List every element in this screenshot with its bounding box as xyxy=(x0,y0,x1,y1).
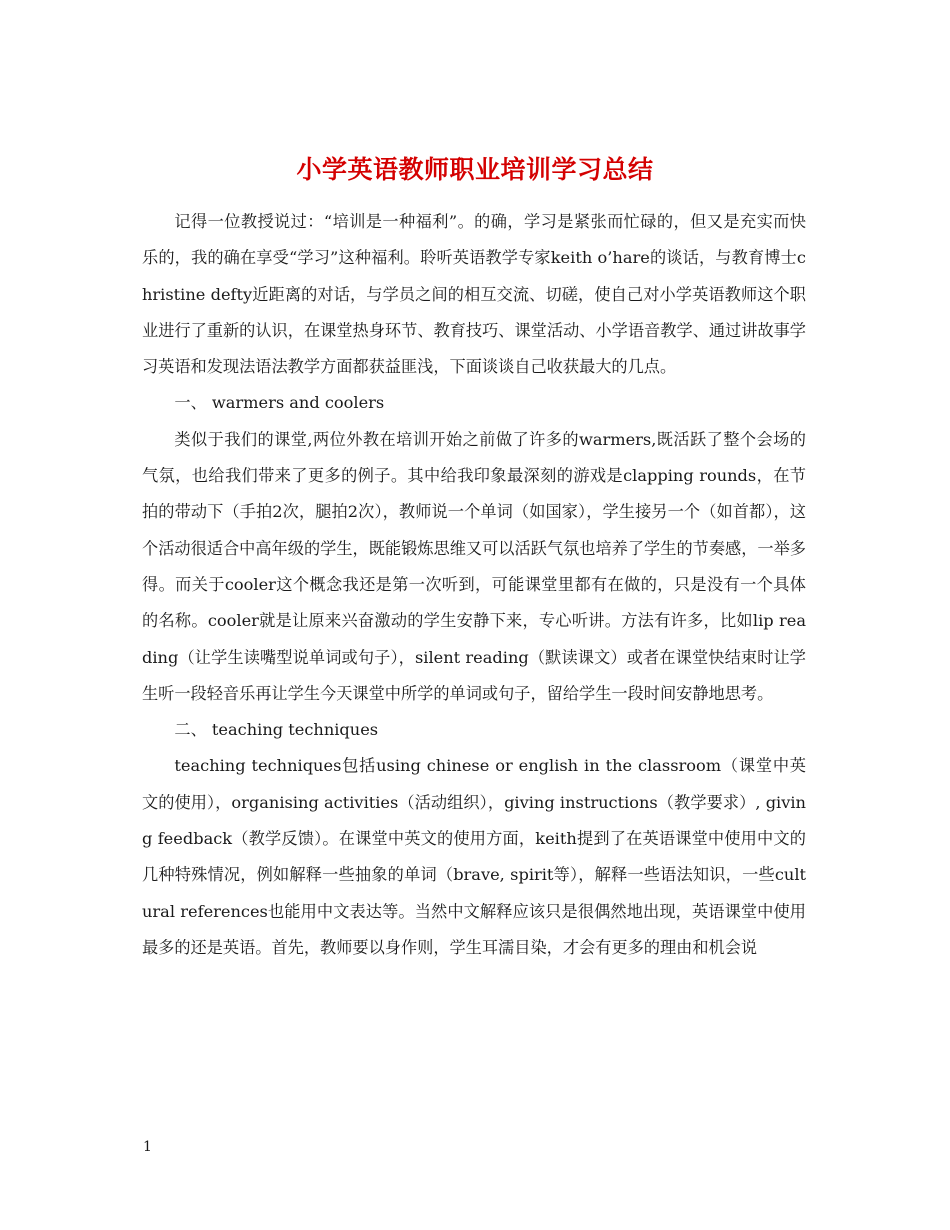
warmers-paragraph: 类似于我们的课堂,两位外教在培训开始之前做了许多的warmers,既活跃了整个会场的气氛，也给我们带来了更多的例子。其中给我印象最深刻的游戏是clapping rounds，在节拍的带动下（手拍2次，腿拍2次），教师说一个单词（如国家），学生接另一个（如首都），这个活动很适合中高年级的学生，既能锻炼思维又可以活跃气氛也培养了学生的节奏感，一举多得。而关于cooler这个概念我还是第一次听到，可能课堂里都有在做的，只是没有一个具体的名称。cooler就是让原来兴奋激动的学生安静下来，专心听讲。方法有许多，比如lip reading（让学生读嘴型说单词或句子），silent reading（默读课文）或者在课堂快结束时让学生听一段轻音乐再让学生今天课堂中所学的单词或句子，留给学生一段时间安静地思考。 xyxy=(142,429,806,703)
intro-paragraph: 记得一位教授说过：“培训是一种福利”。的确，学习是紧张而忙碌的，但又是充实而快乐的，我的确在享受“学习”这种福利。聆听英语教学专家keith o’hare的谈话，与教育博士christine defty近距离的对话，与学员之间的相互交流、切磋，使自己对小学英语教师这个职业进行了重新的认识，在课堂热身环节、教育技巧、课堂活动、小学语音教学、通过讲故事学习英语和发现法语法教学方面都获益匪浅，下面谈谈自己收获最大的几点。 xyxy=(142,212,806,377)
document-title: 小学英语教师职业培训学习总结 xyxy=(296,154,654,184)
document-body xyxy=(142,204,806,966)
techniques-paragraph: teaching techniques包括using chinese or english in the classroom（课堂中英文的使用），organising activities（活动组织），giving instructions（教学要求）, giving feedback（教学反馈）。在课堂中英文的使用方面，keith提到了在英语课堂中使用中文的几种特殊情况，例如解释一些抽象的单词（brave, spirit等），解释一些语法知识，一些cultural references也能用中文表达等。当然中文解释应该只是很偶然地出现，英语课堂中使用最多的还是英语。首先，教师要以身作则，学生耳濡目染，才会有更多的理由和机会说 xyxy=(142,756,806,957)
section-heading-techniques: 二、 teaching techniques xyxy=(174,720,379,740)
section-heading-warmers: 一、 warmers and coolers xyxy=(174,393,385,413)
page-number: 1 xyxy=(143,1139,152,1155)
